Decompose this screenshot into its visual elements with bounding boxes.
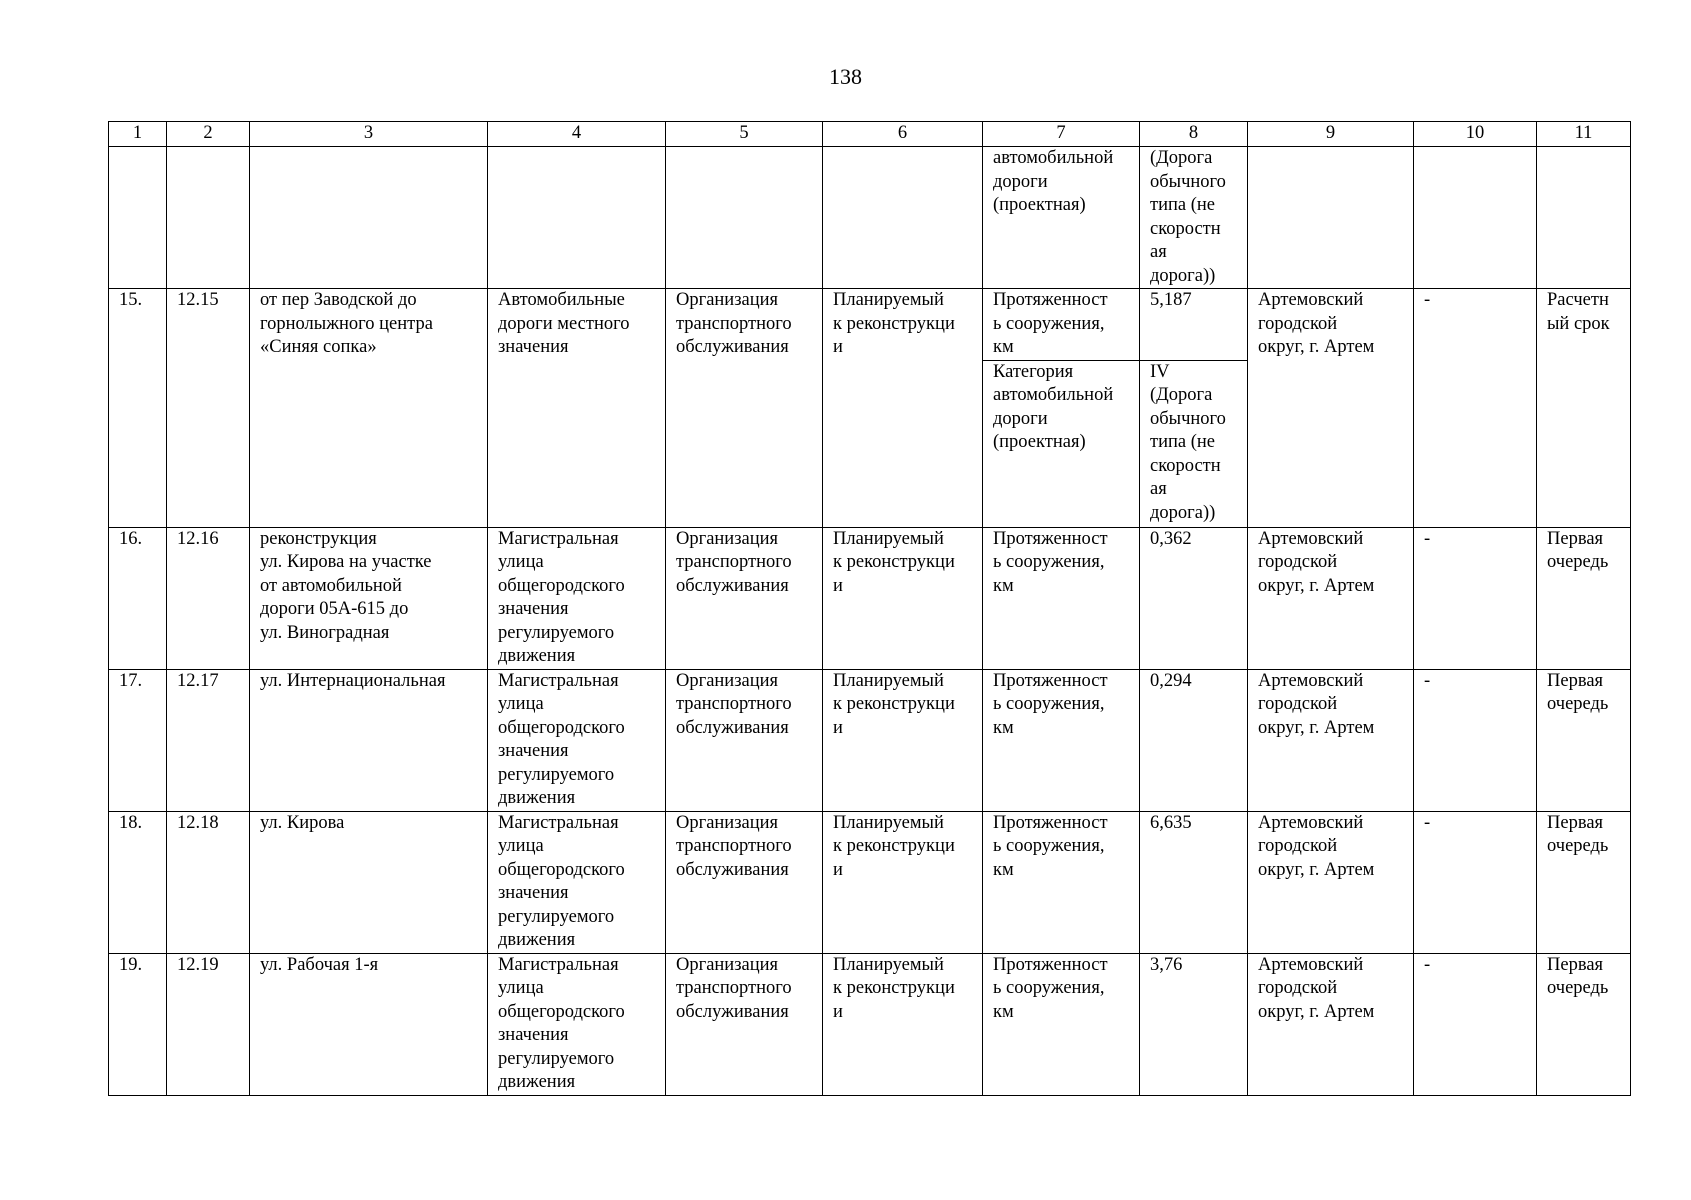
- parameter-name-cell: Протяженност ь сооружения, км: [983, 527, 1140, 669]
- location-cell: Артемовский городской округ, г. Артем: [1248, 811, 1414, 953]
- purpose-cell: Организация транспортного обслуживания: [666, 289, 823, 528]
- parameter-name-cell: автомобильной дороги (проектная): [983, 147, 1140, 289]
- column-header: 6: [823, 122, 983, 147]
- term-cell: Первая очередь: [1537, 669, 1631, 811]
- object-name-cell: ул. Рабочая 1-я: [250, 953, 488, 1095]
- row-number-cell: 17.: [109, 669, 167, 811]
- column-header: 10: [1414, 122, 1537, 147]
- zone-cell: -: [1414, 953, 1537, 1095]
- table-cell: [167, 147, 250, 289]
- table-row: [109, 669, 1631, 811]
- column-header: 8: [1140, 122, 1248, 147]
- parameter-name-cell: Протяженност ь сооружения, км: [983, 289, 1140, 361]
- location-cell: Артемовский городской округ, г. Артем: [1248, 669, 1414, 811]
- code-cell: 12.19: [167, 953, 250, 1095]
- parameter-name-cell: Протяженност ь сооружения, км: [983, 811, 1140, 953]
- code-cell: 12.15: [167, 289, 250, 528]
- parameter-name-cell: Протяженност ь сооружения, км: [983, 669, 1140, 811]
- page-number: 138: [829, 64, 862, 89]
- table-row: [109, 953, 1631, 1095]
- continuation-row: [109, 147, 1631, 289]
- parameter-name-cell: Категория автомобильной дороги (проектная): [983, 360, 1140, 527]
- column-header: 7: [983, 122, 1140, 147]
- code-cell: 12.18: [167, 811, 250, 953]
- object-type-cell: Магистральная улица общегородского значения регулируемого движения: [488, 811, 666, 953]
- object-name-cell: ул. Интернациональная: [250, 669, 488, 811]
- zone-cell: -: [1414, 811, 1537, 953]
- object-name-cell: реконструкция ул. Кирова на участке от автомобильной дороги 05А-615 до ул. Виноградная: [250, 527, 488, 669]
- location-cell: Артемовский городской округ, г. Артем: [1248, 527, 1414, 669]
- column-header: 11: [1537, 122, 1631, 147]
- object-type-cell: Магистральная улица общегородского значения регулируемого движения: [488, 669, 666, 811]
- table-cell: [823, 147, 983, 289]
- parameter-value-cell: 0,362: [1140, 527, 1248, 669]
- zone-cell: -: [1414, 289, 1537, 528]
- zone-cell: -: [1414, 669, 1537, 811]
- parameter-value-cell: 0,294: [1140, 669, 1248, 811]
- status-cell: Планируемый к реконструкци и: [823, 527, 983, 669]
- table-body: [109, 122, 1631, 1096]
- table-cell: [1414, 147, 1537, 289]
- row-number-cell: 15.: [109, 289, 167, 528]
- table-cell: [666, 147, 823, 289]
- parameter-value-cell: 3,76: [1140, 953, 1248, 1095]
- table-row: [109, 289, 1631, 361]
- purpose-cell: Организация транспортного обслуживания: [666, 811, 823, 953]
- term-cell: Расчетн ый срок: [1537, 289, 1631, 528]
- status-cell: Планируемый к реконструкци и: [823, 669, 983, 811]
- purpose-cell: Организация транспортного обслуживания: [666, 527, 823, 669]
- table-cell: [1537, 147, 1631, 289]
- location-cell: Артемовский городской округ, г. Артем: [1248, 953, 1414, 1095]
- object-type-cell: Магистральная улица общегородского значения регулируемого движения: [488, 527, 666, 669]
- object-type-cell: Автомобильные дороги местного значения: [488, 289, 666, 528]
- column-header: 3: [250, 122, 488, 147]
- table-row: [109, 811, 1631, 953]
- term-cell: Первая очередь: [1537, 811, 1631, 953]
- table-cell: [488, 147, 666, 289]
- term-cell: Первая очередь: [1537, 953, 1631, 1095]
- code-cell: 12.17: [167, 669, 250, 811]
- parameter-value-cell: 5,187: [1140, 289, 1248, 361]
- purpose-cell: Организация транспортного обслуживания: [666, 669, 823, 811]
- code-cell: 12.16: [167, 527, 250, 669]
- status-cell: Планируемый к реконструкци и: [823, 289, 983, 528]
- purpose-cell: Организация транспортного обслуживания: [666, 953, 823, 1095]
- column-number-header: [109, 122, 1631, 147]
- objects-table: [108, 121, 1631, 1096]
- parameter-value-cell: 6,635: [1140, 811, 1248, 953]
- parameter-name-cell: Протяженност ь сооружения, км: [983, 953, 1140, 1095]
- object-type-cell: Магистральная улица общегородского значения регулируемого движения: [488, 953, 666, 1095]
- status-cell: Планируемый к реконструкци и: [823, 811, 983, 953]
- location-cell: Артемовский городской округ, г. Артем: [1248, 289, 1414, 528]
- table-cell: [1248, 147, 1414, 289]
- column-header: 9: [1248, 122, 1414, 147]
- table-cell: [250, 147, 488, 289]
- column-header: 5: [666, 122, 823, 147]
- parameter-value-cell: (Дорога обычного типа (не скоростн ая дорога)): [1140, 147, 1248, 289]
- row-number-cell: 18.: [109, 811, 167, 953]
- column-header: 2: [167, 122, 250, 147]
- column-header: 4: [488, 122, 666, 147]
- column-header: 1: [109, 122, 167, 147]
- status-cell: Планируемый к реконструкци и: [823, 953, 983, 1095]
- row-number-cell: 19.: [109, 953, 167, 1095]
- parameter-value-cell: IV (Дорога обычного типа (не скоростн ая дорога)): [1140, 360, 1248, 527]
- row-number-cell: 16.: [109, 527, 167, 669]
- zone-cell: -: [1414, 527, 1537, 669]
- object-name-cell: ул. Кирова: [250, 811, 488, 953]
- object-name-cell: от пер Заводской до горнолыжного центра «Синяя сопка»: [250, 289, 488, 528]
- term-cell: Первая очередь: [1537, 527, 1631, 669]
- table-cell: [109, 147, 167, 289]
- table-row: [109, 527, 1631, 669]
